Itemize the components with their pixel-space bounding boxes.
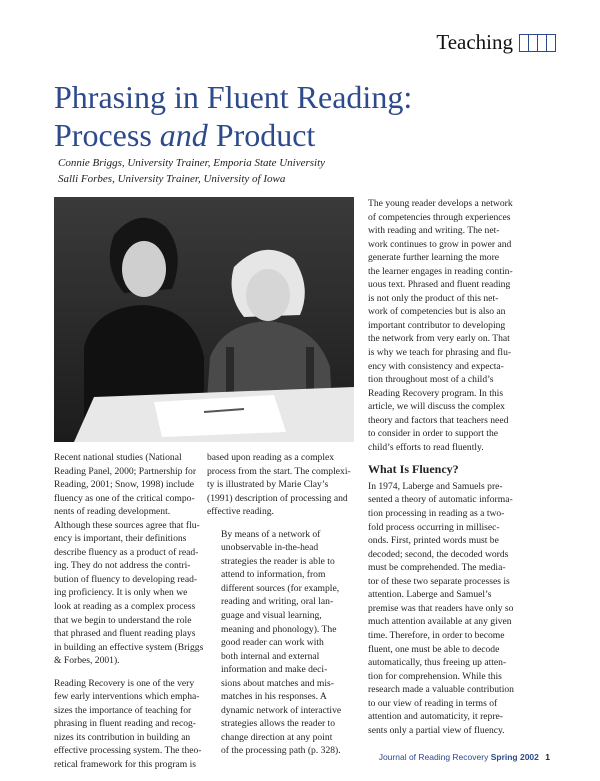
text-line: in building an effective system (Briggs: [54, 641, 204, 653]
text-line: effective reading.: [207, 506, 274, 518]
text-line: (1991) description of processing and: [207, 492, 348, 504]
text-line: Reading Panel, 2000; Partnership for: [54, 465, 197, 477]
text-line: must be comprehended. The media-: [368, 562, 506, 574]
text-line: fold process occurring in millisec-: [368, 521, 500, 533]
section-label: Teaching: [436, 30, 513, 54]
title-part: Product: [207, 117, 316, 153]
text-line: to our view of reading in terms of: [368, 697, 498, 709]
text-line: decoded; second, the decoded words: [368, 548, 509, 560]
text-line: ing proficiency. It is only when we: [54, 587, 188, 599]
text-line: tion for comprehension. While this: [368, 670, 502, 682]
title-line-1: Phrasing in Fluent Reading:: [54, 79, 413, 115]
text-line: Although these sources agree that flu-: [54, 519, 200, 531]
text-line: the network from very early on. That: [368, 333, 510, 345]
text-line: uous text. Phrased and fluent reading: [368, 279, 511, 291]
page-number: 1: [545, 752, 550, 762]
text-line: article, we will discuss the complex: [368, 401, 505, 413]
text-line: research made a valuable contribution: [368, 684, 514, 696]
text-line: tion throughout most of a child’s: [368, 374, 494, 386]
section-heading: What Is Fluency?: [368, 462, 459, 477]
text-line: fluency as one of the critical compo-: [54, 492, 195, 504]
text-line: fluent, one must be able to decode: [368, 643, 500, 655]
text-line: ency is important, their definitions: [54, 533, 187, 545]
text-line: describe fluency as a product of read-: [54, 546, 199, 558]
text-line: child’s efforts to read fluently.: [368, 441, 484, 453]
page-footer: [379, 752, 550, 762]
text-line: different sources (for example,: [221, 582, 340, 594]
text-line: the learner engages in reading contin-: [368, 265, 513, 277]
text-line: meaning and phonology). The: [221, 623, 337, 635]
paragraph: [368, 480, 518, 737]
text-line: Recent national studies (National: [54, 452, 182, 463]
text-line: phrasing in fluent reading and recog-: [54, 718, 196, 730]
text-line: that phrased and fluent reading plays: [54, 628, 196, 640]
text-line: good reader can work with: [221, 637, 324, 649]
text-line: retical framework for this program is: [54, 759, 196, 771]
text-line: In 1974, Laberge and Samuels pre-: [368, 480, 503, 492]
journal-name: Journal of Reading Recovery: [378, 752, 489, 762]
text-line: ing. They do not address the contri-: [54, 560, 191, 572]
issue-label: Spring 2002: [490, 752, 539, 762]
text-line: automatically, thus freeing up atten-: [368, 657, 507, 669]
text-line: of the processing path (p. 328).: [221, 745, 341, 757]
text-line: onds. First, printed words must be: [368, 535, 499, 547]
text-line: important contributor to developing: [368, 319, 506, 331]
text-line: ency with consistency and expecta-: [368, 360, 504, 372]
photo-illustration: [54, 197, 354, 442]
text-line: look at reading as a complex process: [54, 601, 196, 613]
text-line: guage and visual learning,: [221, 610, 322, 622]
title-part: Process: [54, 117, 160, 153]
text-line: sions about matches and mis-: [221, 677, 334, 689]
text-line: to consider in order to support the: [368, 428, 499, 440]
text-line: nizes its contribution in building an: [54, 731, 191, 743]
text-line: time. Therefore, in order to become: [368, 629, 505, 641]
text-line: work continues to grow in power and: [368, 238, 512, 250]
text-line: theory and factors that teachers need: [368, 414, 509, 426]
text-line: few early interventions which empha-: [54, 691, 200, 703]
text-line: with reading and writing. The net-: [368, 225, 500, 237]
text-line: tion processing in reading as a two-: [368, 508, 505, 520]
text-line: effective processing system. The theo-: [54, 745, 202, 757]
text-line: sented a theory of automatic informa-: [368, 494, 513, 506]
text-line: By means of a network of: [221, 528, 321, 540]
text-line: is not only the product of this net-: [368, 292, 499, 304]
author-1: Connie Briggs, University Trainer, Emporia State University: [58, 157, 326, 169]
text-line: of competencies through experiences: [368, 211, 511, 223]
text-line: both internal and external: [221, 650, 320, 662]
paragraph: [54, 451, 204, 668]
text-line: sents only a partial view of fluency.: [368, 724, 505, 736]
text-line: & Forbes, 2001).: [54, 655, 120, 667]
text-line: strategies allows the reader to: [221, 718, 336, 730]
text-line: process from the start. The complexi-: [207, 465, 351, 477]
author-photo: [54, 197, 354, 442]
author-byline: [58, 155, 325, 187]
title-emphasis: and: [159, 117, 208, 153]
text-line: matches in his responses. A: [221, 691, 327, 703]
block-quote: [221, 528, 347, 758]
text-line: sizes the importance of teaching for: [54, 704, 192, 716]
text-line: work of competencies but is also an: [368, 306, 506, 318]
text-line: change direction at any point: [221, 731, 333, 743]
paragraph: [207, 451, 351, 519]
text-line: attention. Laberge and Samuel’s: [368, 589, 492, 601]
text-line: bution of fluency to developing read-: [54, 573, 198, 585]
body-column-2: [207, 451, 351, 767]
text-line: nents of reading development.: [54, 506, 171, 518]
text-line: Reading Recovery program. In this: [368, 387, 504, 399]
section-boxes-icon: [519, 34, 556, 52]
body-column-1: [54, 451, 204, 781]
author-2: Salli Forbes, University Trainer, University of Iowa: [58, 173, 286, 185]
title-line-2: [54, 116, 524, 154]
text-line: strategies the reader is able to: [221, 555, 335, 567]
paragraph: [368, 197, 518, 454]
article-title: [54, 78, 524, 154]
text-line: generate further learning the more: [368, 252, 500, 264]
text-line: based upon reading as a complex: [207, 452, 335, 463]
text-line: that we begin to understand the role: [54, 614, 192, 626]
text-line: dynamic network of interactive: [221, 704, 342, 716]
text-line: premise was that readers have only so: [368, 602, 514, 614]
text-line: Reading, 2001; Snow, 1998) include: [54, 479, 195, 491]
text-line: tor of these two separate processes is: [368, 575, 510, 587]
text-line: information and make deci-: [221, 664, 328, 676]
text-line: unobservable in-the-head: [221, 542, 319, 554]
text-line: reading and writing, oral lan-: [221, 596, 334, 608]
text-line: The young reader develops a network: [368, 198, 513, 209]
text-line: Reading Recovery is one of the very: [54, 677, 195, 689]
section-header: [436, 30, 556, 55]
text-line: attend to information, from: [221, 569, 326, 581]
paragraph: [54, 677, 202, 772]
text-line: attention and automaticity, it repre-: [368, 711, 503, 723]
text-line: is why we teach for phrasing and flu-: [368, 347, 512, 359]
text-line: much attention available at any given: [368, 616, 512, 628]
text-line: ty is illustrated by Marie Clay’s: [207, 479, 329, 491]
body-column-3: [368, 197, 518, 746]
